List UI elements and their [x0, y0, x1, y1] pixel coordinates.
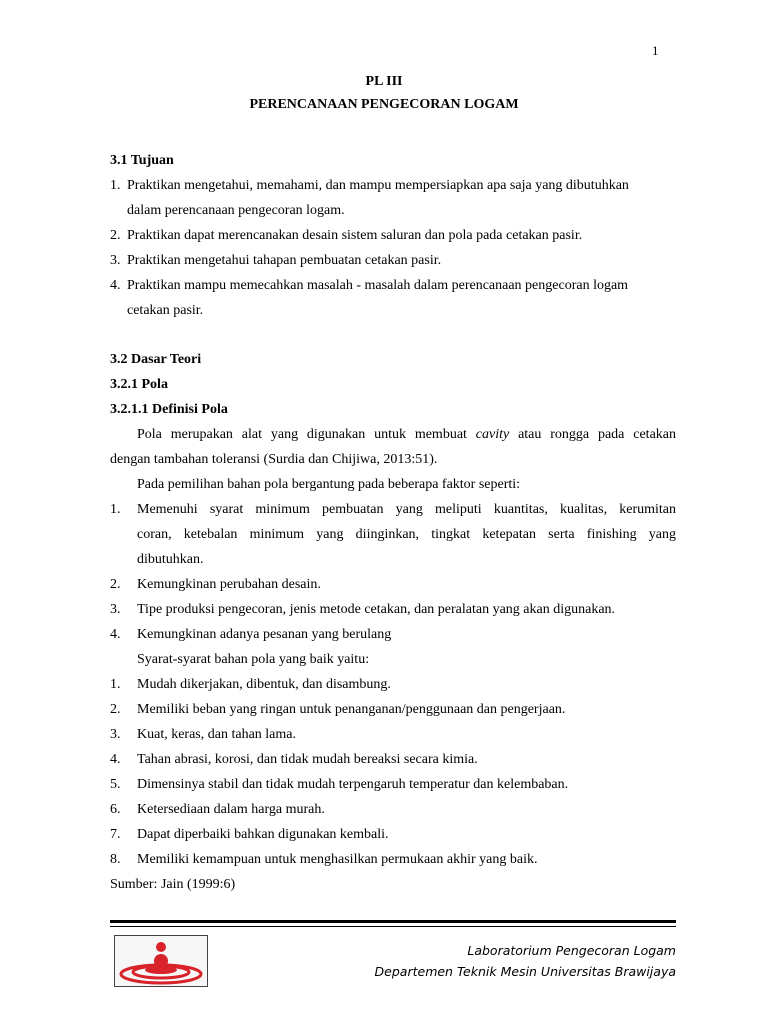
list-item [110, 497, 676, 572]
list-number: 1. [110, 677, 121, 692]
list-text: Dimensinya stabil dan tidak mudah terpengaruh temperatur dan kelembaban. [137, 777, 569, 792]
list-item [110, 772, 676, 797]
section-heading-tujuan: 3.1 Tujuan [110, 153, 174, 168]
list-number: 1. [110, 178, 121, 193]
list-text: Tahan abrasi, korosi, dan tidak mudah bereaksi secara kimia. [137, 752, 478, 767]
list-item [110, 223, 676, 248]
list-number: 6. [110, 802, 121, 817]
list-item [110, 722, 676, 747]
list-item [110, 572, 676, 597]
section-heading-dasar-teori: 3.2 Dasar Teori [110, 352, 202, 367]
list-text: Memiliki kemampuan untuk menghasilkan permukaan akhir yang baik. [137, 852, 538, 867]
list-number: 4. [110, 627, 121, 642]
list-item [110, 672, 676, 697]
list-text: Praktikan mengetahui, memahami, dan mampu mempersiapkan apa saja yang dibutuhkan [127, 178, 629, 193]
list-item [110, 622, 676, 647]
list-number: 7. [110, 827, 121, 842]
subsubsection-heading-definisi-pola: 3.2.1.1 Definisi Pola [110, 402, 228, 417]
list-item [110, 248, 676, 273]
page-number: 1 [652, 43, 659, 58]
list-item [110, 597, 676, 622]
paragraph-definition-line1 [110, 422, 676, 447]
list-item [110, 273, 676, 323]
list-item [110, 697, 676, 722]
list-text: dibutuhkan. [137, 552, 204, 567]
paragraph-text: Pola merupakan alat yang digunakan untuk membuat [137, 427, 476, 442]
objectives-list [110, 173, 676, 323]
requirements-list [110, 672, 676, 872]
footer-lab-name: Laboratorium Pengecoran Logam [467, 943, 676, 958]
list-number: 3. [110, 253, 121, 268]
footer-department-name: Departemen Teknik Mesin Universitas Brawijaya [374, 964, 676, 979]
list-item [110, 747, 676, 772]
footer-rule-thin [110, 926, 676, 927]
list-text: Praktikan dapat merencanakan desain sistem saluran dan pola pada cetakan pasir. [127, 228, 583, 243]
list-number: 2. [110, 702, 121, 717]
list-item [110, 822, 676, 847]
list-text: Kemungkinan perubahan desain. [137, 577, 321, 592]
footer-rule-thick [110, 920, 676, 923]
list-text: dalam perencanaan pengecoran logam. [127, 203, 345, 218]
list-text: Kuat, keras, dan tahan lama. [137, 727, 296, 742]
list-number: 2. [110, 577, 121, 592]
italic-term: cavity [475, 427, 510, 442]
paragraph-definition-line2: dengan tambahan toleransi (Surdia dan Chijiwa, 2013:51). [110, 452, 438, 467]
list-text: coran, ketebalan minimum yang diinginkan, tingkat ketepatan serta finishing yang [137, 527, 676, 542]
paragraph-factors-intro: Pada pemilihan bahan pola bergantung pada beberapa faktor seperti: [137, 477, 521, 492]
chapter-label: PL III [365, 74, 403, 89]
list-text: Tipe produksi pengecoran, jenis metode cetakan, dan peralatan yang akan digunakan. [137, 602, 616, 617]
list-text: Kemungkinan adanya pesanan yang berulang [137, 627, 392, 642]
paragraph-text: atau rongga pada cetakan [509, 427, 676, 442]
list-text: cetakan pasir. [127, 303, 204, 318]
list-text: Praktikan mengetahui tahapan pembuatan cetakan pasir. [127, 253, 442, 268]
list-item [110, 173, 676, 223]
list-text: Dapat diperbaiki bahkan digunakan kembali. [137, 827, 389, 842]
list-text: Mudah dikerjakan, dibentuk, dan disambung. [137, 677, 391, 692]
list-number: 2. [110, 228, 121, 243]
list-item [110, 797, 676, 822]
list-text: Memiliki beban yang ringan untuk penanganan/penggunaan dan pengerjaan. [137, 702, 566, 717]
list-number: 5. [110, 777, 121, 792]
chapter-title: PERENCANAAN PENGECORAN LOGAM [249, 97, 519, 112]
factors-list [110, 497, 676, 647]
list-number: 8. [110, 852, 121, 867]
subsection-heading-pola: 3.2.1 Pola [110, 377, 168, 392]
document-body [110, 148, 676, 897]
list-item [110, 847, 676, 872]
list-number: 1. [110, 502, 121, 517]
source-citation: Sumber: Jain (1999:6) [110, 877, 236, 892]
list-number: 3. [110, 727, 121, 742]
list-number: 4. [110, 278, 121, 293]
paragraph-requirements-intro: Syarat-syarat bahan pola yang baik yaitu: [137, 652, 370, 667]
foundry-lab-logo-icon [114, 935, 208, 987]
list-text: Praktikan mampu memecahkan masalah - masalah dalam perencanaan pengecoran logam [127, 278, 629, 293]
list-number: 4. [110, 752, 121, 767]
list-text: Ketersediaan dalam harga murah. [137, 802, 325, 817]
list-number: 3. [110, 602, 121, 617]
list-text: Memenuhi syarat minimum pembuatan yang meliputi kuantitas, kualitas, kerumitan [137, 502, 676, 517]
